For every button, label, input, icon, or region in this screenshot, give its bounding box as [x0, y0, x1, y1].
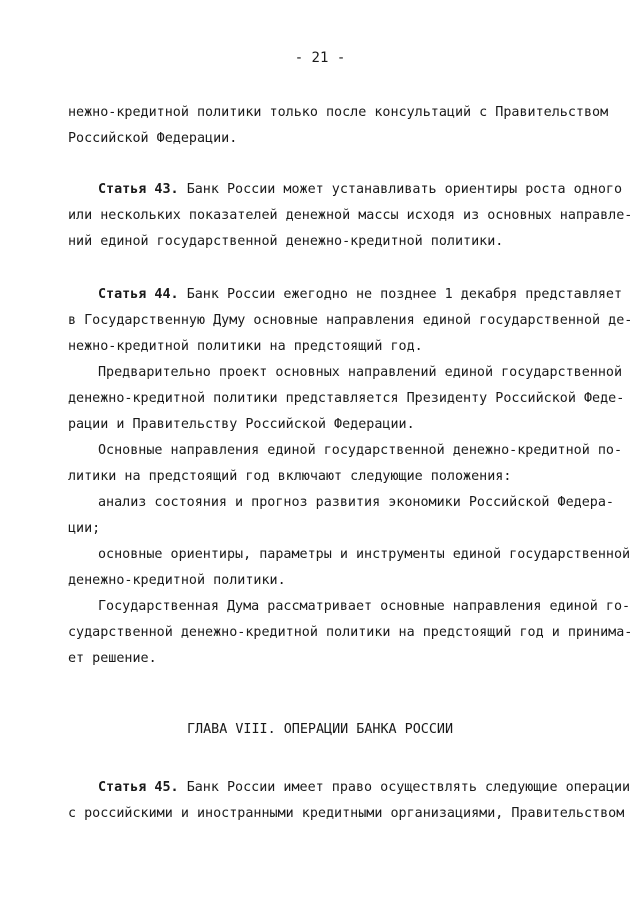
page-number: - 21 -	[294, 50, 346, 66]
paragraph	[68, 282, 633, 360]
text-line	[68, 412, 608, 438]
paragraph	[68, 542, 631, 594]
text-line	[68, 594, 631, 620]
text-line	[68, 100, 608, 126]
text-line	[68, 775, 631, 801]
line-text: или нескольких показателей денежной массы исходя из основных направле-	[68, 208, 633, 223]
text-line	[68, 464, 608, 490]
article-heading: Статья 45.	[98, 780, 179, 795]
text-line	[68, 360, 623, 386]
text-line	[68, 516, 608, 542]
paragraph	[68, 490, 614, 542]
text-line	[68, 203, 633, 229]
line-text: с российскими и иностранными кредитными организациями, Правительством	[68, 806, 625, 821]
text-line	[68, 177, 623, 203]
text-line	[68, 542, 631, 568]
paragraph	[68, 438, 623, 490]
line-text: Предварительно проект основных направлений единой государственной	[98, 365, 623, 380]
line-text: нежно-кредитной политики на предстоящий год.	[68, 339, 423, 354]
text-line	[68, 490, 614, 516]
line-text: литики на предстоящий год включают следующие положения:	[68, 469, 512, 484]
article-heading: Статья 43.	[98, 182, 179, 197]
line-text: нежно-кредитной политики только после консультаций с Правительством	[68, 105, 609, 120]
text-line	[68, 126, 608, 152]
line-text: Банк России имеет право осуществлять следующие операции	[186, 780, 631, 795]
chapter-heading: ГЛАВА VIII. ОПЕРАЦИИ БАНКА РОССИИ	[186, 722, 454, 737]
line-text: Основные направления единой государственной денежно-кредитной по-	[98, 443, 623, 458]
line-text: денежно-кредитной политики представляется Президенту Российской Феде-	[68, 391, 625, 406]
text-line	[68, 308, 633, 334]
text-line	[68, 334, 608, 360]
text-line	[68, 282, 623, 308]
line-text: ет решение.	[68, 651, 157, 666]
article-heading: Статья 44.	[98, 287, 179, 302]
text-line	[68, 801, 625, 827]
text-line	[68, 386, 625, 412]
paragraph	[68, 100, 608, 152]
line-text: в Государственную Думу основные направления единой государственной де-	[68, 313, 633, 328]
line-text: анализ состояния и прогноз развития экономики Российской Федера-	[98, 495, 614, 510]
line-text: денежно-кредитной политики.	[68, 573, 286, 588]
paragraph	[68, 775, 631, 827]
line-text: ний единой государственной денежно-кредитной политики.	[68, 234, 504, 249]
line-text: Государственная Дума рассматривает основные направления единой го-	[98, 599, 631, 614]
line-text: рации и Правительству Российской Федерации.	[68, 417, 415, 432]
line-text: Банк России ежегодно не позднее 1 декабря представляет	[186, 287, 623, 302]
line-text: Российской Федерации.	[68, 131, 238, 146]
text-line	[68, 229, 608, 255]
text-line	[68, 646, 608, 672]
line-text: ции;	[68, 521, 101, 536]
line-text: Банк России может устанавливать ориентиры роста одного	[186, 182, 623, 197]
line-text: основные ориентиры, параметры и инструменты единой государственной	[98, 547, 631, 562]
text-line	[68, 568, 608, 594]
text-line	[68, 620, 633, 646]
paragraph	[68, 594, 633, 672]
line-text: сударственной денежно-кредитной политики на предстоящий год и принима-	[68, 625, 633, 640]
paragraph	[68, 360, 625, 438]
text-line	[68, 438, 623, 464]
paragraph	[68, 177, 633, 255]
